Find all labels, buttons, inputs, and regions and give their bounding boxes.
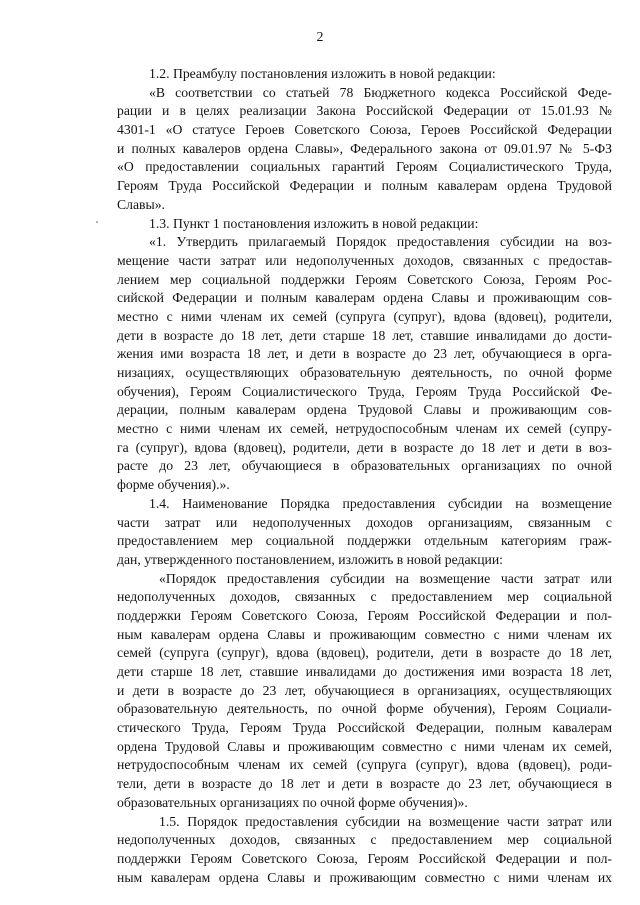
scan-speck (96, 221, 98, 223)
text-line: форме обучения).». (117, 477, 230, 493)
text-line: сийской Федерации и полным кавалерам ордена Славы и проживающим сов- (117, 290, 612, 306)
text-line: низациях, осуществляющих образовательную деятельность, по очной форме (117, 365, 612, 380)
text-line: мещение части затрат или недополученных доходов, связанных с предостав- (117, 252, 612, 268)
paragraph (117, 233, 612, 495)
text-line: поддержки Героям Советского Союза, Героям Российской Федерации и пол- (117, 850, 612, 866)
text-line: «1. Утвердить прилагаемый Порядок предоставления субсидии на воз- (149, 234, 612, 250)
text-line: и полных кавалеров ордена Славы», Федерального закона от 09.01.97 № 5-ФЗ (117, 140, 612, 156)
text-line: семей (супруга (супруг), вдова (вдовец), родители, дети в возрасте до 18 лет, (117, 645, 612, 661)
text-line: поддержки Героям Советского Союза, Героям Российской Федерации и пол- (117, 607, 612, 623)
document-body (117, 65, 612, 887)
text-line: 1.2. Преамбулу постановления изложить в новой редакции: (149, 66, 496, 81)
page-number: 2 (316, 30, 324, 45)
text-line: тели, дети в возрасте до 18 лет и дети в возрасте до 23 лет, обучающиеся в (117, 776, 612, 792)
paragraph (117, 495, 612, 570)
text-line: дети в возрасте до 18 лет, дети старше 18 лет, ставшие инвалидами до дости- (117, 327, 612, 343)
text-line: 4301-1 «О статусе Героев Советского Союза, Героев Российской Федерации (117, 122, 612, 138)
text-line: обучения), Героям Социалистического Труда, Героям Труда Российской Фе- (117, 383, 612, 399)
text-line: «Порядок предоставления субсидии на возмещение части затрат или (159, 570, 612, 586)
text-line: расте до 23 лет, обучающиеся в образовательных организациях по очной (117, 458, 612, 474)
text-line: недополученных доходов, связанных с предоставлением мер социальной (117, 589, 612, 605)
text-line: «О предоставлении социальных гарантий Героям Социалистического Труда, (117, 159, 612, 175)
text-line: 1.4. Наименование Порядка предоставления субсидии на возмещение (149, 495, 612, 511)
paragraph (117, 84, 612, 215)
text-line: стического Труда, Героям Труда Российской Федерации, полным кавалерам (117, 720, 612, 736)
text-line: местно с ними членам их семей (супруга (супруг), вдова (вдовец), родители, (117, 308, 612, 324)
text-line: ным кавалерам ордена Славы и проживающим совместно с ними членам их (117, 626, 612, 642)
text-line: жения ими возраста 18 лет, и дети в возрасте до 23 лет, обучающиеся в орга- (117, 346, 612, 362)
text-line: местно с ними членам их семей, нетрудоспособным членам их семей (супру- (117, 421, 612, 437)
paragraph (117, 813, 612, 888)
text-line: недополученных доходов, связанных с предоставлением мер социальной (117, 832, 612, 848)
paragraph (117, 215, 612, 234)
text-line: Героям Труда Российской Федерации и полным кавалерам ордена Трудовой (117, 178, 612, 194)
text-line: га (супруг), вдова (вдовец), родители, дети в возрасте до 18 лет и дети в воз- (117, 439, 612, 455)
text-line: образовательных организациях по очной форме обучения)». (117, 794, 468, 810)
text-line: дети старше 18 лет, ставшие инвалидами до достижения ими возраста 18 лет, (117, 664, 612, 679)
text-line: Славы». (117, 196, 165, 212)
text-line: «В соответствии со статьей 78 Бюджетного кодекса Российской Феде- (149, 84, 612, 100)
text-line: лением мер социальной поддержки Героям Советского Союза, Героям Рос- (117, 271, 612, 287)
text-line: дерации, полным кавалерам ордена Трудовой Славы и проживающим сов- (117, 402, 612, 418)
text-line: предоставлением мер социальной поддержки отдельным категориям граж- (117, 533, 612, 549)
paragraph (117, 65, 612, 84)
text-line: и дети в возрасте до 23 лет, обучающиеся в организациях, осуществляющих (117, 682, 612, 698)
paragraph (117, 570, 612, 813)
text-line: рации и в целях реализации Закона Российской Федерации от 15.01.93 № (117, 103, 612, 119)
text-line: 1.5. Порядок предоставления субсидии на возмещение части затрат или (159, 813, 612, 829)
text-line: ным кавалерам ордена Славы и проживающим совместно с ними членам их (117, 869, 612, 885)
text-line: ордена Трудовой Славы и проживающим совместно с ними членам их семей, (117, 738, 612, 754)
text-line: образовательную деятельность, по очной форме обучения), Героям Социали- (117, 701, 612, 717)
text-line: нетрудоспособным членам их семей (супруга (супруг), вдова (вдовец), роди- (117, 757, 612, 773)
text-line: 1.3. Пункт 1 постановления изложить в новой редакции: (149, 215, 479, 231)
text-line: части затрат или недополученных доходов организациям, связанным с (117, 514, 612, 530)
text-line: дан, утвержденного постановлением, изложить в новой редакции: (117, 551, 503, 567)
